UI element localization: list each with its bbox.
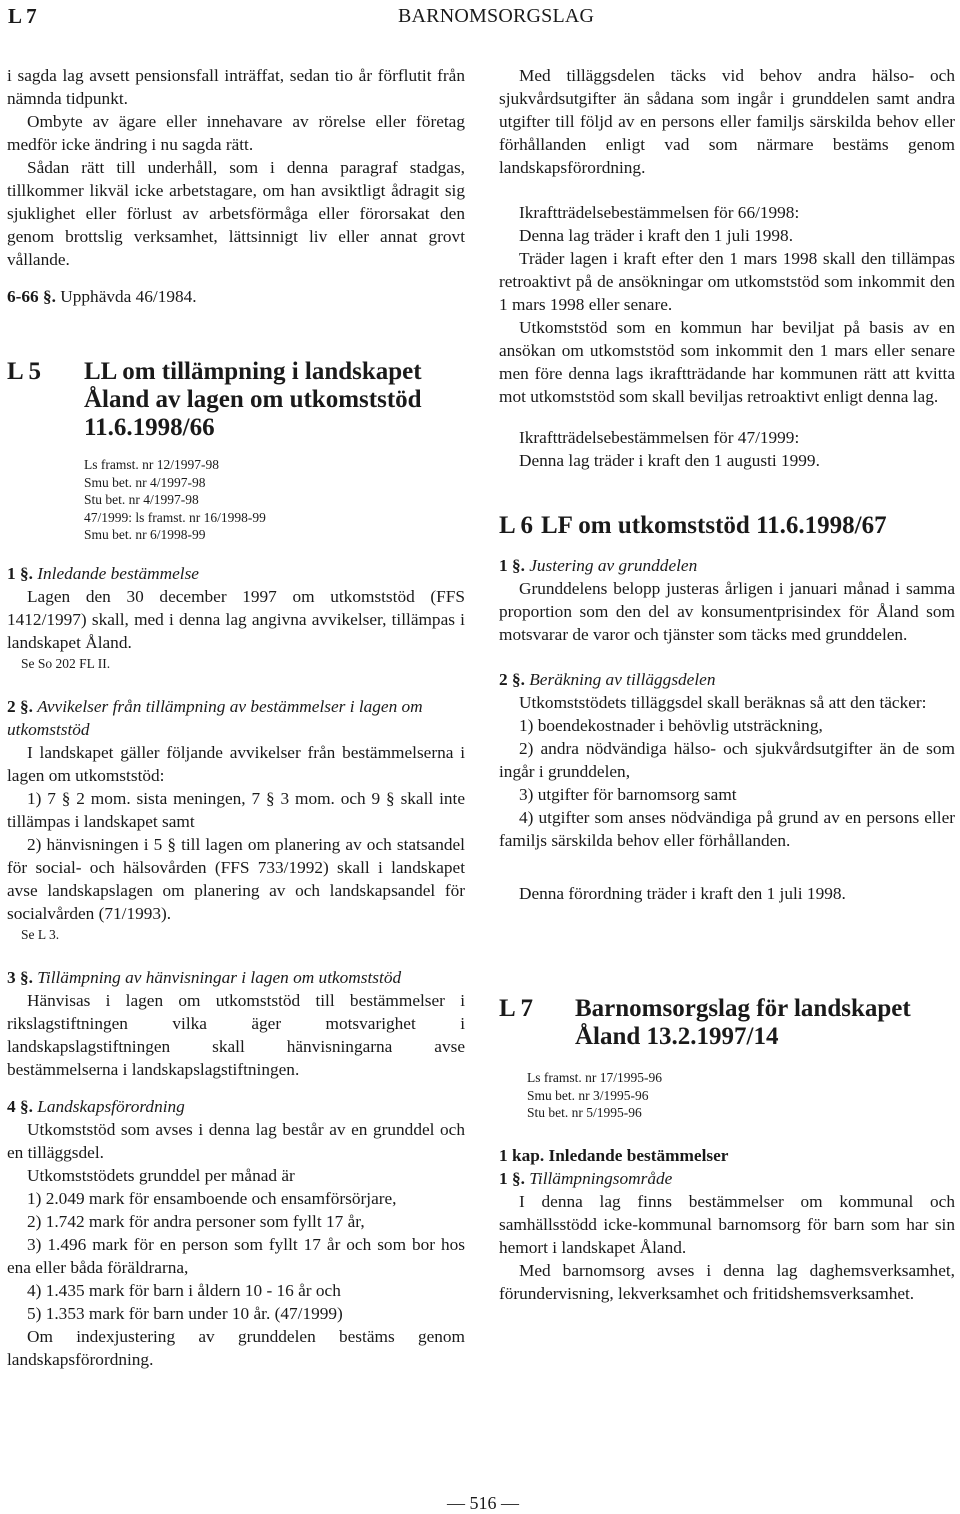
law-reference: Stu bet. nr 5/1995-96: [527, 1105, 642, 1120]
repealed-section: [7, 285, 465, 308]
section-title: Justering av grunddelen: [529, 556, 698, 575]
law-reference: 47/1999: ls framst. nr 16/1998-99: [84, 509, 266, 525]
left-column: [7, 64, 465, 1371]
section-title: Avvikelser från tillämpning av bestämmelser i lagen om utkomststöd: [7, 696, 423, 739]
list-item: 1) boendekostnader i behövlig utsträckning,: [519, 716, 823, 735]
header-title: BARNOMSORGSLAG: [398, 5, 595, 27]
law-references: [527, 1069, 955, 1122]
section-title: Tillämpningsområde: [529, 1168, 673, 1188]
entry-into-force-heading: Ikraftträdelsebestämmelsen för 47/1999:: [519, 428, 800, 447]
law-reference: Ls framst. nr 12/1997-98: [84, 457, 219, 472]
law-reference: Smu bet. nr 6/1998-99: [84, 527, 206, 542]
paragraph: Denna lag träder i kraft den 1 augusti 1999.: [519, 451, 820, 470]
paragraph: Sådan rätt till underhåll, som i denna paragraf stadgas, tillkommer likväl icke arbetstagare, om han avsiktligt ådragit sig sjuklighet eller förlust av arbetsförmåga eller förorsakat den genom brottslig verksamhet, lättsinnigt liv eller annat grovt vållande.: [7, 158, 465, 269]
list-item: 5) 1.353 mark för barn under 10 år. (47/1999): [27, 1303, 343, 1323]
section-heading: [499, 668, 955, 691]
list-item: 1) 2.049 mark för ensamboende och ensamförsörjare,: [27, 1188, 397, 1208]
paragraph: Utkomststöd som en kommun har beviljat på basis av en ansökan om utkomststöd som inkommit den 1 mars eller senare men före denna lags ikraftträdande har kommunen rätt att kvitta mot utkomststöd som skall beviljas retroaktivt enligt denna lag.: [499, 318, 955, 406]
page-header: [0, 0, 960, 40]
law-number: L 6: [499, 512, 534, 539]
right-column: [499, 64, 955, 1305]
cross-reference: Se So 202 FL II.: [21, 655, 111, 671]
section-number: 1 §.: [499, 556, 525, 575]
list-item: 1) 7 § 2 mom. sista meningen, 7 § 3 mom. och 9 § skall inte tillämpas i landskapet samt: [7, 788, 465, 831]
section-number: 3 §.: [7, 967, 33, 987]
list-item: 4) 1.435 mark för barn i åldern 10 - 16 år och: [27, 1280, 341, 1300]
paragraph: Denna lag träder i kraft den 1 juli 1998.: [519, 226, 794, 245]
page-number: — 516 —: [447, 1493, 519, 1513]
paragraph: i sagda lag avsett pensionsfall inträffat, sedan tio år förflutit från nämnda tidpunkt.: [7, 66, 465, 108]
law-heading-l5: [7, 358, 465, 442]
paragraph: Träder lagen i kraft efter den 1 mars 1998 skall den tillämpas retroaktivt på de ansökningar om utkomststöd som inkommit den 1 mars 1998 eller senare.: [499, 249, 955, 314]
paragraph: Grunddelens belopp justeras årligen i januari månad i samma proportion som den del av konsumentprisindex för Åland som motsvarar de varor och tjänster som täcks med grunddelen.: [499, 579, 955, 644]
list-item: 3) utgifter för barnomsorg samt: [519, 785, 737, 804]
law-heading-l6: [499, 512, 955, 540]
paragraph: Utkomststödets tilläggsdel skall beräknas så att den täcker:: [519, 693, 927, 712]
law-title: Barnomsorgslag för landskapet Åland 13.2.1997/14: [575, 995, 911, 1050]
section-number: 1 §.: [7, 563, 33, 583]
paragraph: Lagen den 30 december 1997 om utkomststöd (FFS 1412/1997) skall, med i denna lag angivna avvikelser, tillämpas i landskapet Åland.: [7, 586, 465, 652]
repealed-text: Upphävda 46/1984.: [60, 287, 197, 306]
section-heading: [499, 554, 955, 577]
section-heading: [499, 1167, 955, 1190]
list-item: 4) utgifter som anses nödvändiga på grund av en persons eller familjs särskilda behov eller förhållanden.: [499, 808, 955, 850]
section-heading: [7, 562, 465, 585]
section-title: Tillämpning av hänvisningar i lagen om utkomststöd: [37, 967, 402, 987]
law-references: [84, 456, 465, 544]
paragraph: Utkomststöd som avses i denna lag består av en grunddel och en tilläggsdel.: [7, 1119, 465, 1162]
entry-into-force-heading: Ikraftträdelsebestämmelsen för 66/1998:: [519, 203, 800, 222]
law-number: L 7: [499, 995, 534, 1022]
list-item: 2) hänvisningen i 5 § till lagen om planering av och statsandel för social- och hälsovården (FFS 733/1992) skall i landskapet avse landskapslagen om planering av och landskapsandel för socialvården (71/1993).: [7, 834, 465, 923]
section-title: Landskapsförordning: [37, 1096, 185, 1116]
section-number: 1 §.: [499, 1168, 525, 1188]
section-heading: [7, 966, 465, 989]
law-reference: Smu bet. nr 3/1995-96: [527, 1087, 649, 1103]
paragraph: I denna lag finns bestämmelser om kommunal och samhällsstödd icke-kommunal barnomsorg för barn som har sin hemort i landskapet Åland.: [499, 1191, 955, 1257]
law-title: LF om utkomststöd 11.6.1998/67: [541, 512, 887, 539]
law-reference: Ls framst. nr 17/1995-96: [527, 1070, 662, 1085]
list-item: 2) 1.742 mark för andra personer som fyllt 17 år,: [27, 1211, 365, 1231]
chapter-heading: 1 kap. Inledande bestämmelser: [499, 1145, 729, 1165]
paragraph: Om indexjustering av grunddelen bestäms genom landskapsförordning.: [7, 1326, 465, 1369]
law-reference: Smu bet. nr 4/1997-98: [84, 474, 206, 490]
header-law-code: L 7: [8, 4, 37, 28]
list-item: 2) andra nödvändiga hälso- och sjukvårdsutgifter än de som ingår i grunddelen,: [499, 739, 955, 781]
section-heading: [7, 695, 465, 741]
section-title: Inledande bestämmelse: [37, 563, 199, 583]
section-number: 2 §.: [7, 696, 33, 716]
paragraph: I landskapet gäller följande avvikelser från bestämmelserna i lagen om utkomststöd:: [7, 742, 465, 785]
cross-reference: Se L 3.: [21, 926, 60, 942]
paragraph: Med tilläggsdelen täcks vid behov andra hälso- och sjukvårdsutgifter än sådana som ingår i grunddelen samt andra utgifter till följd av en persons eller familjs särskilda behov eller förhållanden enligt vad som närmare bestäms genom landskapsförordning.: [499, 66, 955, 177]
paragraph: Ombyte av ägare eller innehavare av rörelse eller företag medför icke ändring i nu sagda rätt.: [7, 112, 465, 154]
paragraph: Utkomststödets grunddel per månad är: [27, 1165, 295, 1185]
paragraph: Med barnomsorg avses i denna lag daghemsverksamhet, förundervisning, lekverksamhet och fritidshemsverksamhet.: [499, 1260, 955, 1303]
entry-into-force: Denna förordning träder i kraft den 1 juli 1998.: [519, 884, 846, 903]
law-number: L 5: [7, 358, 42, 385]
law-title: LL om tillämpning i landskapet Åland av lagen om utkomststöd 11.6.1998/66: [84, 358, 422, 441]
list-item: 3) 1.496 mark för en person som fyllt 17 år och som bor hos ena eller båda föräldrarna,: [7, 1234, 465, 1277]
law-reference: Stu bet. nr 4/1997-98: [84, 492, 199, 507]
section-number: 2 §.: [499, 670, 525, 689]
law-heading-l7: [499, 995, 955, 1051]
section-heading: [7, 1095, 465, 1118]
section-number: 6-66 §.: [7, 287, 56, 306]
section-number: 4 §.: [7, 1096, 33, 1116]
paragraph: Hänvisas i lagen om utkomststöd till bestämmelser i rikslagstiftningen vilka äger motsvarighet i landskapslagstiftningen skall hänvisningarna avse bestämmelserna i landskapslagstiftningen.: [7, 990, 465, 1079]
section-title: Beräkning av tilläggsdelen: [529, 670, 716, 689]
